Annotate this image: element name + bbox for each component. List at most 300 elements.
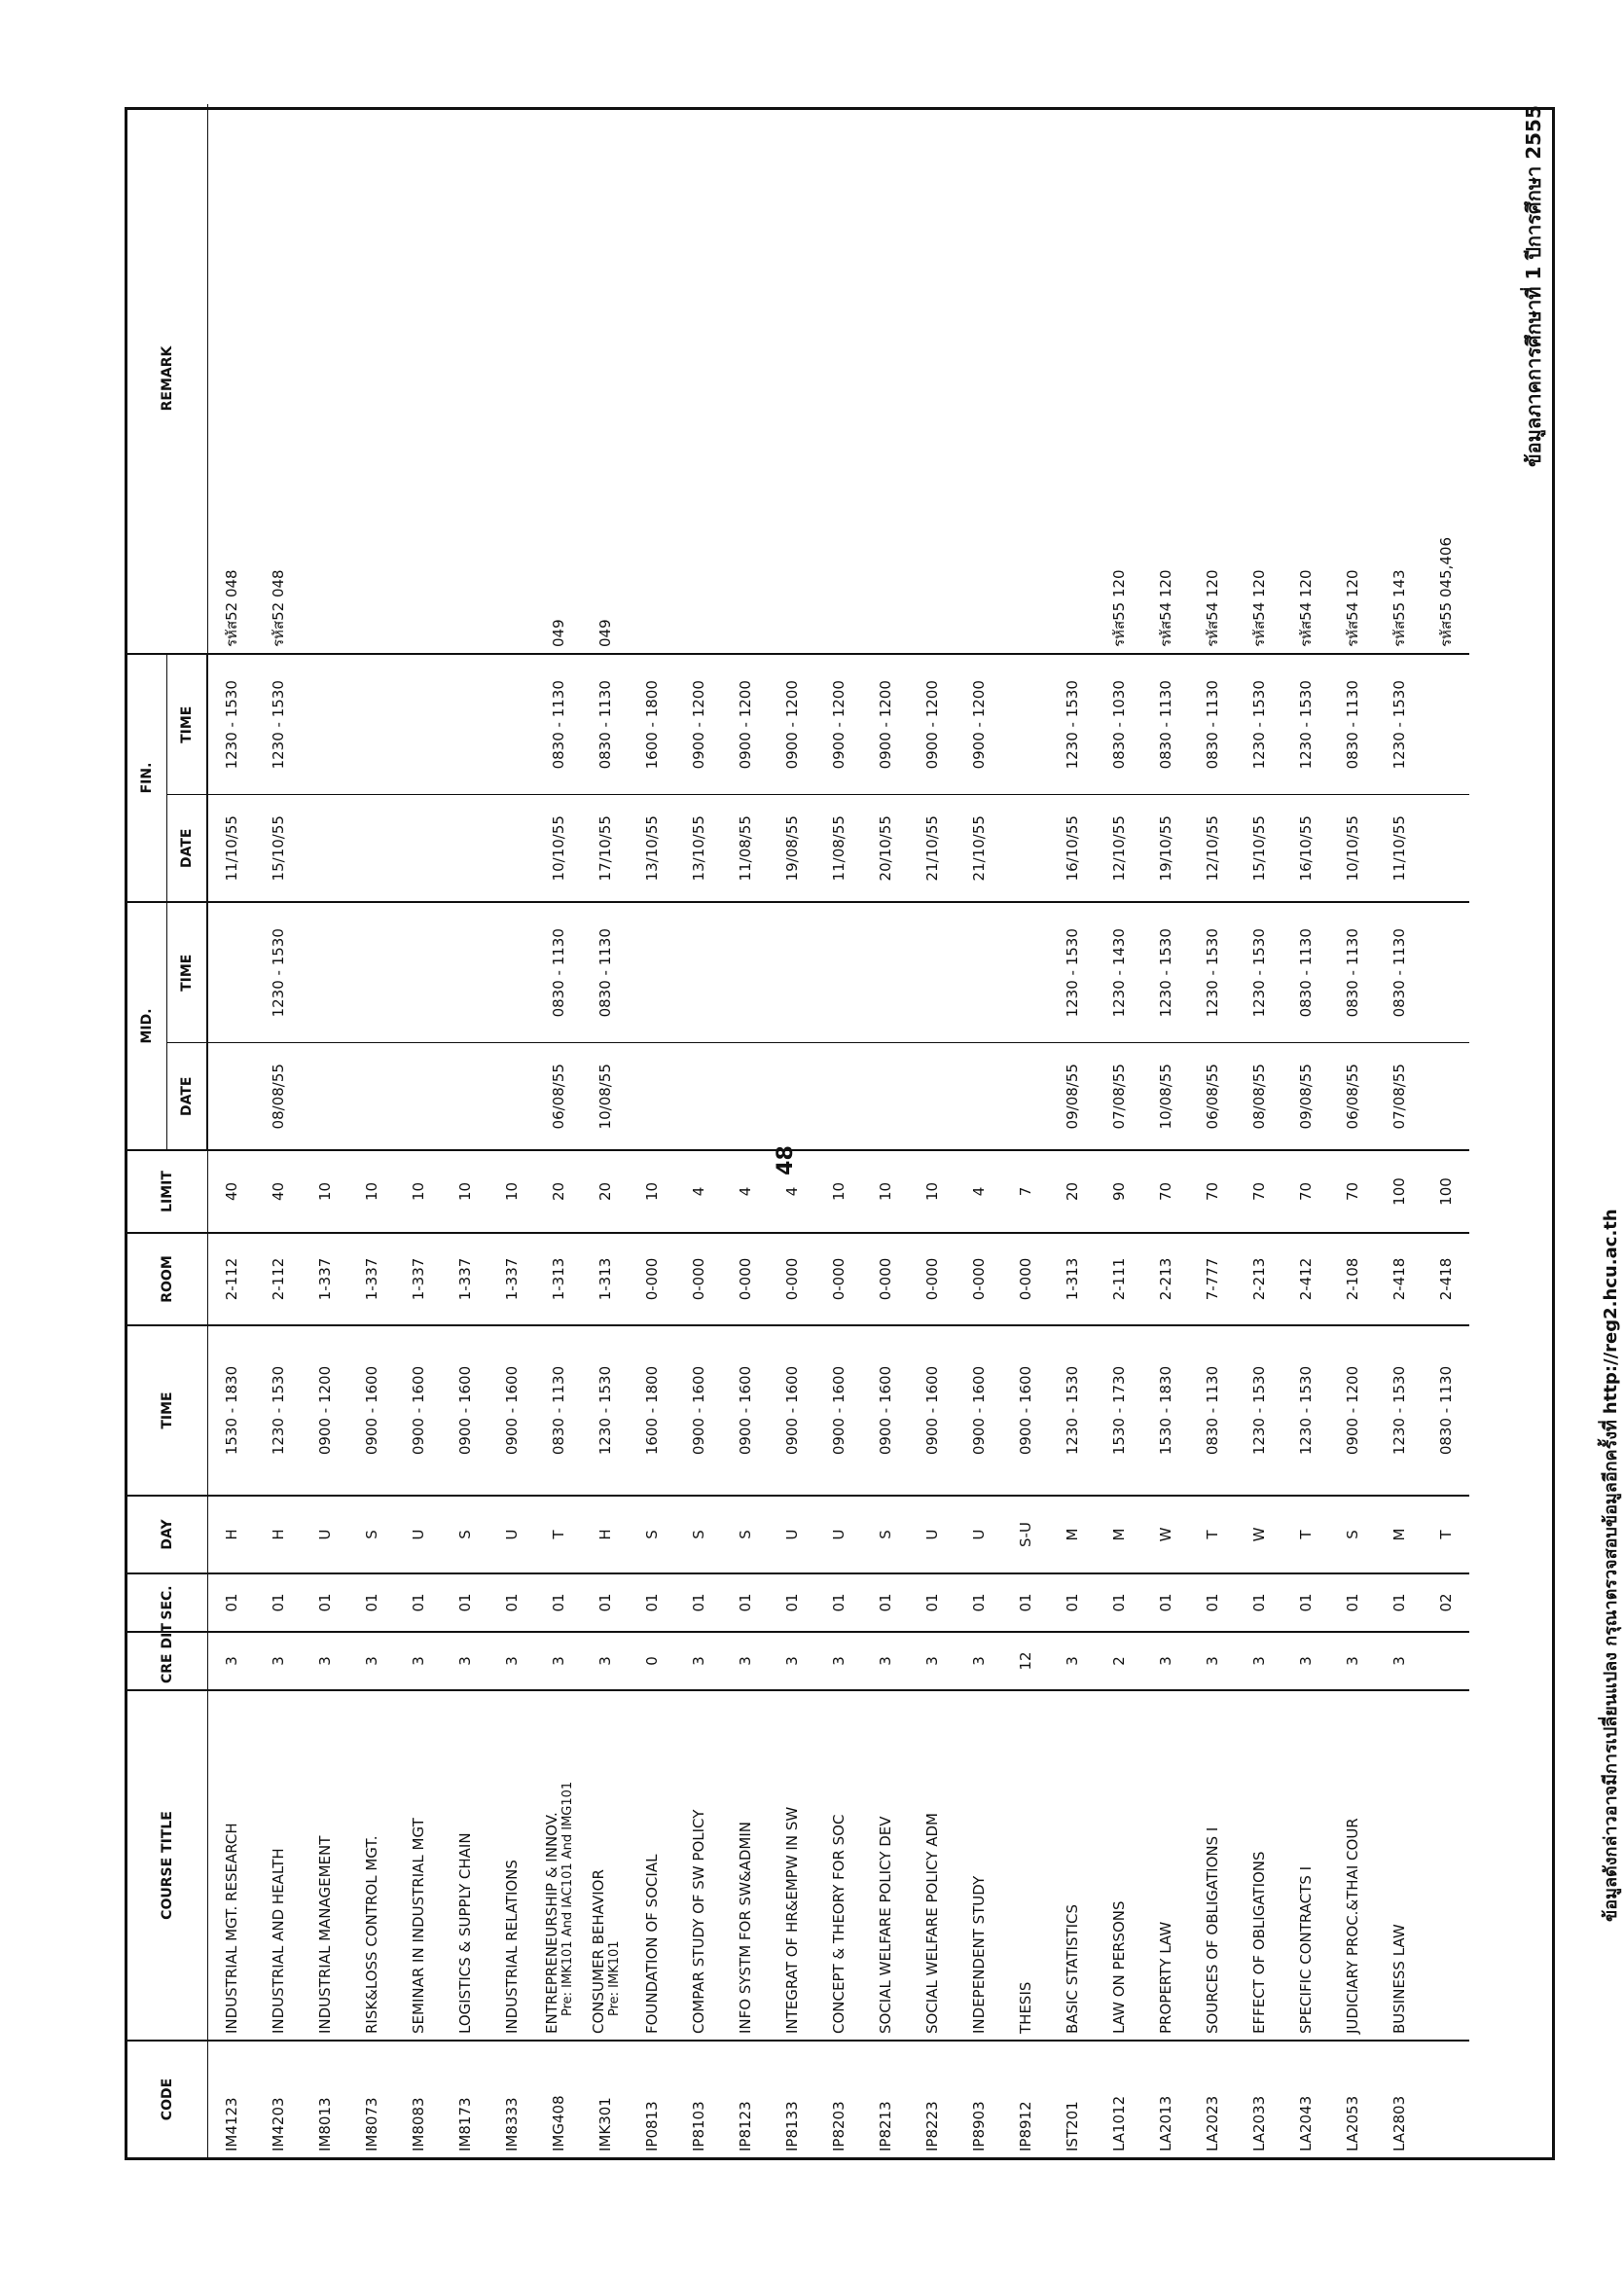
row-day: S: [1329, 1496, 1376, 1573]
row-code: IM8333: [488, 2041, 535, 2157]
row-limit: 4: [956, 1150, 1002, 1233]
row-remark: รหัส54 120: [1204, 569, 1221, 647]
row-mid-date: [722, 1043, 769, 1150]
row-credit: 3: [535, 1632, 582, 1690]
row-time: 1230 - 1530: [1236, 1325, 1282, 1496]
row-title: [675, 1690, 722, 2041]
row-time: 0900 - 1600: [1002, 1325, 1049, 1496]
row-time: 1230 - 1530: [582, 1325, 629, 1496]
row-room: 2-418: [1423, 1233, 1469, 1325]
row-remark: รหัส52 048: [222, 569, 240, 647]
row-remark: [348, 104, 395, 654]
header-day: DAY: [127, 1496, 207, 1573]
row-mid-time: [207, 902, 255, 1043]
row-fin-time: 1600 - 1800: [629, 654, 675, 795]
table-row: [488, 104, 535, 2157]
row-sec: 01: [815, 1573, 862, 1632]
row-title: [348, 1690, 395, 2041]
row-time: 0900 - 1200: [1329, 1325, 1376, 1496]
row-fin-time: 0830 - 1130: [1189, 654, 1236, 795]
row-title-text: LAW ON PERSONS: [1110, 1900, 1128, 2034]
table-row: [1142, 104, 1189, 2157]
row-fin-date: 11/08/55: [815, 795, 862, 902]
row-credit: 3: [1376, 1632, 1423, 1690]
table-row: [1049, 104, 1096, 2157]
row-day: S: [722, 1496, 769, 1573]
row-limit: 70: [1329, 1150, 1376, 1233]
row-time: 0900 - 1600: [815, 1325, 862, 1496]
row-title: [909, 1690, 956, 2041]
table-row: [1002, 104, 1049, 2157]
row-fin-date: 10/10/55: [535, 795, 582, 902]
row-day: M: [1096, 1496, 1142, 1573]
row-title-text: JUDICIARY PROC.&THAI COUR: [1344, 1818, 1361, 2034]
row-day: S-U: [1002, 1496, 1049, 1573]
row-credit: 0: [629, 1632, 675, 1690]
row-fin-time: [348, 654, 395, 795]
row-remark: 049: [596, 619, 614, 647]
row-code: LA2803: [1376, 2041, 1423, 2157]
row-limit: 20: [535, 1150, 582, 1233]
footer-url: http://reg2.hcu.ac.th: [1601, 1209, 1621, 1415]
row-title: [862, 1690, 909, 2041]
row-remark: รหัส54 120: [1297, 569, 1315, 647]
schedule-table-frame: [125, 107, 1555, 2160]
row-mid-date: [629, 1043, 675, 1150]
row-limit: 70: [1142, 1150, 1189, 1233]
row-time: 1230 - 1530: [1376, 1325, 1423, 1496]
row-day: W: [1142, 1496, 1189, 1573]
row-credit: 3: [348, 1632, 395, 1690]
footer-note: [1596, 1209, 1624, 1922]
row-fin-time: 0900 - 1200: [862, 654, 909, 795]
row-remark: รหัส54 120: [1344, 569, 1361, 647]
row-sec: 02: [1423, 1573, 1469, 1632]
row-mid-time: [956, 902, 1002, 1043]
row-code: IMK301: [582, 2041, 629, 2157]
row-code: IM8013: [302, 2041, 348, 2157]
row-title: [302, 1690, 348, 2041]
row-fin-date: [348, 795, 395, 902]
row-limit: 40: [207, 1150, 255, 1233]
row-sec: 01: [535, 1573, 582, 1632]
row-code: IP8223: [909, 2041, 956, 2157]
row-title: [1096, 1690, 1142, 2041]
row-title: [1376, 1690, 1423, 2041]
header-course-title: COURSE TITLE: [127, 1690, 207, 2041]
row-fin-time: 0900 - 1200: [769, 654, 815, 795]
header-credit: CRE DIT: [127, 1632, 207, 1690]
footer-note-text: ข้อมูลดังกล่าวอาจมีการเปลี่ยนแปลง กรุณาตรวจสอบข้อมูลอีกครั้งที่: [1601, 1420, 1621, 1922]
row-credit: 3: [675, 1632, 722, 1690]
row-mid-time: [442, 902, 488, 1043]
row-mid-time: [395, 902, 442, 1043]
row-room: 2-418: [1376, 1233, 1423, 1325]
row-sec: 01: [909, 1573, 956, 1632]
row-remark: [722, 104, 769, 654]
table-row: [675, 104, 722, 2157]
row-sec: 01: [956, 1573, 1002, 1632]
row-remark: [442, 104, 488, 654]
row-mid-date: 06/08/55: [1189, 1043, 1236, 1150]
row-code: LA2053: [1329, 2041, 1376, 2157]
row-fin-date: 11/10/55: [1376, 795, 1423, 902]
row-day: T: [1189, 1496, 1236, 1573]
row-sec: 01: [395, 1573, 442, 1632]
row-title: [1142, 1690, 1189, 2041]
row-sec: 01: [1376, 1573, 1423, 1632]
table-row: [909, 104, 956, 2157]
header-fin-date: DATE: [167, 795, 208, 902]
row-mid-time: [769, 902, 815, 1043]
row-mid-date: 07/08/55: [1376, 1043, 1423, 1150]
row-day: U: [302, 1496, 348, 1573]
row-fin-time: 1230 - 1530: [1236, 654, 1282, 795]
row-fin-time: [442, 654, 488, 795]
row-title-text: INTEGRAT OF HR&EMPW IN SW: [783, 1806, 801, 2034]
row-sec: 01: [1329, 1573, 1376, 1632]
row-remark: [675, 104, 722, 654]
row-limit: 10: [395, 1150, 442, 1233]
row-title: [488, 1690, 535, 2041]
row-mid-time: 0830 - 1130: [1282, 902, 1329, 1043]
header-fin: FIN.: [127, 654, 167, 902]
row-room: 0-000: [1002, 1233, 1049, 1325]
row-code: LA2043: [1282, 2041, 1329, 2157]
row-day: U: [815, 1496, 862, 1573]
row-day: S: [675, 1496, 722, 1573]
row-time: 0900 - 1600: [862, 1325, 909, 1496]
row-room: 0-000: [769, 1233, 815, 1325]
row-sec: 01: [207, 1573, 255, 1632]
row-credit: 3: [862, 1632, 909, 1690]
row-credit: 3: [909, 1632, 956, 1690]
row-credit: 3: [1236, 1632, 1282, 1690]
row-credit: 3: [207, 1632, 255, 1690]
row-remark: [862, 104, 909, 654]
row-credit: 3: [1329, 1632, 1376, 1690]
table-row: [722, 104, 769, 2157]
row-mid-time: [1002, 902, 1049, 1043]
row-mid-date: 09/08/55: [1049, 1043, 1096, 1150]
row-room: 2-112: [207, 1233, 255, 1325]
row-credit: 3: [1142, 1632, 1189, 1690]
row-mid-time: 1230 - 1530: [1189, 902, 1236, 1043]
row-code: IST201: [1049, 2041, 1096, 2157]
row-code: IP8912: [1002, 2041, 1049, 2157]
row-title-text: ENTREPRENEURSHIP & INNOV.: [542, 1812, 560, 2034]
row-mid-date: 10/08/55: [1142, 1043, 1189, 1150]
row-title: [582, 1690, 629, 2041]
row-room: 1-337: [348, 1233, 395, 1325]
row-room: 0-000: [862, 1233, 909, 1325]
schedule-sheet: [125, 107, 1555, 2160]
row-limit: 10: [909, 1150, 956, 1233]
row-mid-time: [675, 902, 722, 1043]
row-day: U: [956, 1496, 1002, 1573]
row-sec: 01: [1236, 1573, 1282, 1632]
row-mid-time: [348, 902, 395, 1043]
row-credit: 3: [255, 1632, 302, 1690]
row-prerequisite: Pre: IMK101: [606, 1940, 622, 2016]
row-room: 2-111: [1096, 1233, 1142, 1325]
row-time: 0900 - 1600: [488, 1325, 535, 1496]
row-title: [1423, 1690, 1469, 2041]
row-mid-date: [769, 1043, 815, 1150]
row-title: [1049, 1690, 1096, 2041]
row-limit: 7: [1002, 1150, 1049, 1233]
row-limit: 10: [348, 1150, 395, 1233]
row-room: 7-777: [1189, 1233, 1236, 1325]
document-title: ข้อมูลภาคการศึกษาที่ 1 ปีการศึกษา 2555: [1522, 105, 1545, 467]
row-mid-time: 0830 - 1130: [1376, 902, 1423, 1043]
row-limit: 10: [302, 1150, 348, 1233]
row-title-text: SOCIAL WELFARE POLICY ADM: [923, 1813, 941, 2034]
row-day: T: [1423, 1496, 1469, 1573]
row-code: LA2013: [1142, 2041, 1189, 2157]
table-row: [442, 104, 488, 2157]
row-title-text: EFFECT OF OBLIGATIONS: [1250, 1851, 1268, 2034]
row-title-text: INDUSTRIAL RELATIONS: [503, 1860, 521, 2034]
row-title-text: LOGISTICS & SUPPLY CHAIN: [456, 1832, 474, 2034]
row-limit: 10: [629, 1150, 675, 1233]
row-title-text: INDUSTRIAL MGT. RESEARCH: [222, 1823, 240, 2034]
row-time: 1530 - 1830: [207, 1325, 255, 1496]
header-fin-time: TIME: [167, 654, 208, 795]
row-mid-time: [1423, 902, 1469, 1043]
row-remark: [815, 104, 862, 654]
row-title-text: INDUSTRIAL MANAGEMENT: [316, 1835, 334, 2034]
table-row: [1189, 104, 1236, 2157]
row-limit: 4: [769, 1150, 815, 1233]
row-fin-time: 1230 - 1530: [1376, 654, 1423, 795]
row-room: 1-337: [442, 1233, 488, 1325]
row-mid-date: [1423, 1043, 1469, 1150]
row-credit: 3: [722, 1632, 769, 1690]
row-fin-date: 15/10/55: [1236, 795, 1282, 902]
table-row: [348, 104, 395, 2157]
row-mid-time: 0830 - 1130: [582, 902, 629, 1043]
row-fin-date: 19/10/55: [1142, 795, 1189, 902]
row-credit: 3: [302, 1632, 348, 1690]
header-sec: SEC.: [127, 1573, 207, 1632]
row-remark: รหัส52 048: [270, 569, 287, 647]
row-mid-date: [1002, 1043, 1049, 1150]
row-credit: 3: [1282, 1632, 1329, 1690]
row-title-text: COMPAR STUDY OF SW POLICY: [690, 1809, 707, 2034]
row-mid-time: 1230 - 1530: [1049, 902, 1096, 1043]
row-limit: 40: [255, 1150, 302, 1233]
row-title: [722, 1690, 769, 2041]
row-time: 1230 - 1530: [1282, 1325, 1329, 1496]
row-day: U: [395, 1496, 442, 1573]
row-fin-date: [1423, 795, 1469, 902]
row-remark: 049: [550, 619, 567, 647]
row-credit: 3: [395, 1632, 442, 1690]
header-mid-time: TIME: [167, 902, 208, 1043]
row-mid-date: 08/08/55: [255, 1043, 302, 1150]
row-time: 1230 - 1530: [1049, 1325, 1096, 1496]
row-limit: 10: [488, 1150, 535, 1233]
row-fin-time: [302, 654, 348, 795]
row-credit: 12: [1002, 1632, 1049, 1690]
row-credit: 3: [769, 1632, 815, 1690]
row-room: 2-412: [1282, 1233, 1329, 1325]
row-title: [255, 1690, 302, 2041]
row-day: H: [207, 1496, 255, 1573]
table-row: [207, 104, 255, 2157]
row-fin-time: 0830 - 1130: [582, 654, 629, 795]
row-mid-time: [909, 902, 956, 1043]
row-title: [629, 1690, 675, 2041]
row-mid-date: [207, 1043, 255, 1150]
row-sec: 01: [1282, 1573, 1329, 1632]
row-title-text: INFO SYSTM FOR SW&ADMIN: [737, 1822, 754, 2034]
row-fin-time: 0900 - 1200: [722, 654, 769, 795]
row-mid-time: 0830 - 1130: [1329, 902, 1376, 1043]
row-code: IM4203: [255, 2041, 302, 2157]
row-fin-time: [1002, 654, 1049, 795]
row-code: IM8083: [395, 2041, 442, 2157]
row-fin-date: 20/10/55: [862, 795, 909, 902]
row-fin-date: 16/10/55: [1282, 795, 1329, 902]
row-title: [395, 1690, 442, 2041]
row-day: U: [488, 1496, 535, 1573]
table-row: [629, 104, 675, 2157]
row-remark: [1049, 104, 1096, 654]
row-fin-date: 16/10/55: [1049, 795, 1096, 902]
row-sec: 01: [862, 1573, 909, 1632]
row-credit: [1423, 1632, 1469, 1690]
row-title-text: FOUNDATION OF SOCIAL: [643, 1854, 661, 2034]
row-time: 0900 - 1600: [348, 1325, 395, 1496]
row-credit: 2: [1096, 1632, 1142, 1690]
row-sec: 01: [769, 1573, 815, 1632]
row-fin-time: [1423, 654, 1469, 795]
row-mid-date: 06/08/55: [535, 1043, 582, 1150]
row-fin-time: 1230 - 1530: [1049, 654, 1096, 795]
row-fin-date: 17/10/55: [582, 795, 629, 902]
row-fin-time: 0830 - 1030: [1096, 654, 1142, 795]
row-mid-date: 09/08/55: [1282, 1043, 1329, 1150]
row-title-text: BUSINESS LAW: [1390, 1924, 1408, 2034]
row-title: [956, 1690, 1002, 2041]
table-row: [395, 104, 442, 2157]
row-code: LA1012: [1096, 2041, 1142, 2157]
header-code: CODE: [127, 2041, 207, 2157]
table-row: [769, 104, 815, 2157]
row-fin-time: 0900 - 1200: [909, 654, 956, 795]
row-mid-date: [675, 1043, 722, 1150]
table-row: [815, 104, 862, 2157]
row-fin-time: 0900 - 1200: [675, 654, 722, 795]
header-row-group: [127, 104, 167, 2157]
row-limit: 4: [675, 1150, 722, 1233]
row-remark: รหัส55 120: [1110, 569, 1128, 647]
row-title-text: CONSUMER BEHAVIOR: [589, 1869, 607, 2034]
row-limit: 70: [1236, 1150, 1282, 1233]
row-fin-date: [395, 795, 442, 902]
row-title-text: BASIC STATISTICS: [1064, 1903, 1081, 2034]
row-limit: 10: [442, 1150, 488, 1233]
row-title: [769, 1690, 815, 2041]
row-day: M: [1049, 1496, 1096, 1573]
row-room: 2-112: [255, 1233, 302, 1325]
row-sec: 01: [675, 1573, 722, 1632]
row-mid-date: [815, 1043, 862, 1150]
row-mid-date: [488, 1043, 535, 1150]
row-fin-date: [442, 795, 488, 902]
row-title: [535, 1690, 582, 2041]
row-remark: [909, 104, 956, 654]
page-number: 48: [773, 1145, 798, 1175]
row-remark: [956, 104, 1002, 654]
row-sec: 01: [582, 1573, 629, 1632]
row-fin-time: 1230 - 1530: [1282, 654, 1329, 795]
row-fin-date: 13/10/55: [629, 795, 675, 902]
row-day: U: [769, 1496, 815, 1573]
row-mid-date: [348, 1043, 395, 1150]
row-day: S: [629, 1496, 675, 1573]
row-sec: 01: [1049, 1573, 1096, 1632]
row-mid-time: 1230 - 1530: [1236, 902, 1282, 1043]
row-mid-time: [302, 902, 348, 1043]
row-room: 2-213: [1142, 1233, 1189, 1325]
row-room: 1-337: [302, 1233, 348, 1325]
row-title-text: INDEPENDENT STUDY: [970, 1875, 988, 2034]
row-day: U: [909, 1496, 956, 1573]
table-row: [862, 104, 909, 2157]
row-mid-date: [909, 1043, 956, 1150]
row-title: [1282, 1690, 1329, 2041]
row-title-text: RISK&LOSS CONTROL MGT.: [363, 1835, 380, 2034]
row-fin-date: 13/10/55: [675, 795, 722, 902]
row-limit: 100: [1376, 1150, 1423, 1233]
row-code: IP8133: [769, 2041, 815, 2157]
row-credit: 3: [1189, 1632, 1236, 1690]
row-limit: 100: [1423, 1150, 1469, 1233]
row-day: T: [535, 1496, 582, 1573]
row-code: IP8203: [815, 2041, 862, 2157]
row-code: IMG408: [535, 2041, 582, 2157]
row-time: 0900 - 1600: [395, 1325, 442, 1496]
row-mid-date: 07/08/55: [1096, 1043, 1142, 1150]
row-code: IP8213: [862, 2041, 909, 2157]
row-credit: 3: [442, 1632, 488, 1690]
row-remark: รหัส54 120: [1157, 569, 1174, 647]
row-time: 1530 - 1830: [1142, 1325, 1189, 1496]
row-title-text: SOURCES OF OBLIGATIONS I: [1204, 1826, 1221, 2034]
header-time: TIME: [127, 1325, 207, 1496]
row-limit: 70: [1189, 1150, 1236, 1233]
row-time: 0900 - 1600: [442, 1325, 488, 1496]
row-day: S: [862, 1496, 909, 1573]
row-limit: 90: [1096, 1150, 1142, 1233]
table-row: [302, 104, 348, 2157]
row-time: 0830 - 1130: [1423, 1325, 1469, 1496]
row-room: 0-000: [675, 1233, 722, 1325]
row-title-text: PROPERTY LAW: [1157, 1921, 1174, 2034]
row-sec: 01: [722, 1573, 769, 1632]
row-fin-date: 15/10/55: [255, 795, 302, 902]
row-title-text: THESIS: [1017, 1981, 1034, 2034]
row-credit: 3: [488, 1632, 535, 1690]
row-sec: 01: [1189, 1573, 1236, 1632]
row-day: H: [255, 1496, 302, 1573]
row-fin-time: 0830 - 1130: [535, 654, 582, 795]
row-mid-time: [815, 902, 862, 1043]
row-day: M: [1376, 1496, 1423, 1573]
